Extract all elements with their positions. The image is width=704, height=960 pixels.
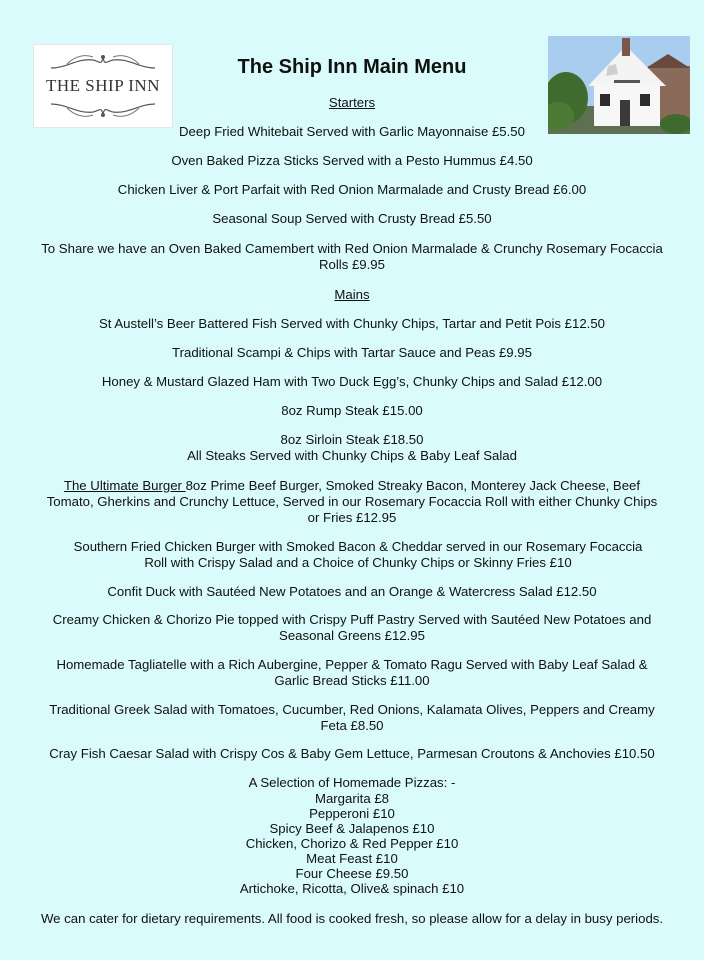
pizza-item: Four Cheese £9.50: [295, 866, 409, 881]
menu-item: Honey & Mustard Glazed Ham with Two Duck Egg’s, Chunky Chips and Salad £12.00: [101, 374, 603, 389]
page-title: The Ship Inn Main Menu: [237, 56, 467, 78]
pizza-item: Spicy Beef & Jalapenos £10: [269, 821, 435, 836]
menu-item: St Austell’s Beer Battered Fish Served with Chunky Chips, Tartar and Petit Pois £12.50: [98, 316, 606, 331]
burger-text: 8oz Prime Beef Burger, Smoked Streaky Bacon, Monterey Jack Cheese, Beef: [185, 478, 641, 493]
menu-item: Seasonal Greens £12.95: [279, 628, 425, 643]
menu-item: Deep Fried Whitebait Served with Garlic Mayonnaise £5.50: [179, 124, 525, 139]
menu-item: Oven Baked Pizza Sticks Served with a Pesto Hummus £4.50: [171, 153, 533, 168]
steaks-note: All Steaks Served with Chunky Chips & Baby Leaf Salad: [187, 448, 517, 463]
menu-item: Traditional Scampi & Chips with Tartar Sauce and Peas £9.95: [172, 345, 532, 360]
menu-item: Confit Duck with Sautéed New Potatoes and an Orange & Watercress Salad £12.50: [107, 584, 597, 599]
mains-heading: Mains: [334, 287, 370, 302]
pizzas-heading: A Selection of Homemade Pizzas: -: [248, 775, 456, 790]
menu-item: Cray Fish Caesar Salad with Crispy Cos & Baby Gem Lettuce, Parmesan Croutons & Anchovies £10.50: [49, 746, 655, 761]
burger-title: The Ultimate Burger: [63, 478, 186, 493]
menu-item: Rolls £9.95: [319, 257, 385, 272]
starters-heading: Starters: [328, 95, 376, 110]
menu-item: Tomato, Gherkins and Crunchy Lettuce, Served in our Rosemary Focaccia Roll with either Chunky Chips: [46, 494, 658, 509]
menu-item: 8oz Sirloin Steak £18.50: [280, 432, 424, 447]
footer-note: We can cater for dietary requirements. All food is cooked fresh, so please allow for a delay in busy periods.: [40, 911, 664, 926]
menu-item: Roll with Crispy Salad and a Choice of Chunky Chips or Skinny Fries £10: [144, 555, 572, 570]
menu-item: Chicken Liver & Port Parfait with Red Onion Marmalade and Crusty Bread £6.00: [117, 182, 587, 197]
menu-item: Creamy Chicken & Chorizo Pie topped with Crispy Puff Pastry Served with Sautéed New Potatoes and: [52, 612, 652, 627]
menu-item: or Fries £12.95: [307, 510, 397, 525]
logo-text: THE SHIP INN: [46, 76, 160, 95]
pizza-item: Meat Feast £10: [306, 851, 398, 866]
pizza-item: Margarita £8: [314, 791, 390, 806]
menu-item: 8oz Rump Steak £15.00: [281, 403, 423, 418]
pizza-item: Artichoke, Ricotta, Olive& spinach £10: [239, 881, 465, 896]
menu-item: Garlic Bread Sticks £11.00: [274, 673, 430, 688]
menu-item: Traditional Greek Salad with Tomatoes, Cucumber, Red Onions, Kalamata Olives, Peppers and Creamy: [49, 702, 655, 717]
menu-item: Feta £8.50: [320, 718, 384, 733]
pizza-item: Chicken, Chorizo & Red Pepper £10: [245, 836, 459, 851]
menu-item: [20, 478, 684, 494]
menu-item: To Share we have an Oven Baked Camembert with Red Onion Marmalade & Crunchy Rosemary Focaccia: [41, 241, 663, 256]
menu-item: Seasonal Soup Served with Crusty Bread £5.50: [212, 211, 492, 226]
pizza-item: Pepperoni £10: [309, 806, 395, 821]
pub-photo: [548, 36, 690, 134]
menu-item: Homemade Tagliatelle with a Rich Aubergine, Pepper & Tomato Ragu Served with Baby Leaf Salad &: [56, 657, 648, 672]
menu-item: Southern Fried Chicken Burger with Smoked Bacon & Cheddar served in our Rosemary Focaccia: [73, 539, 643, 554]
